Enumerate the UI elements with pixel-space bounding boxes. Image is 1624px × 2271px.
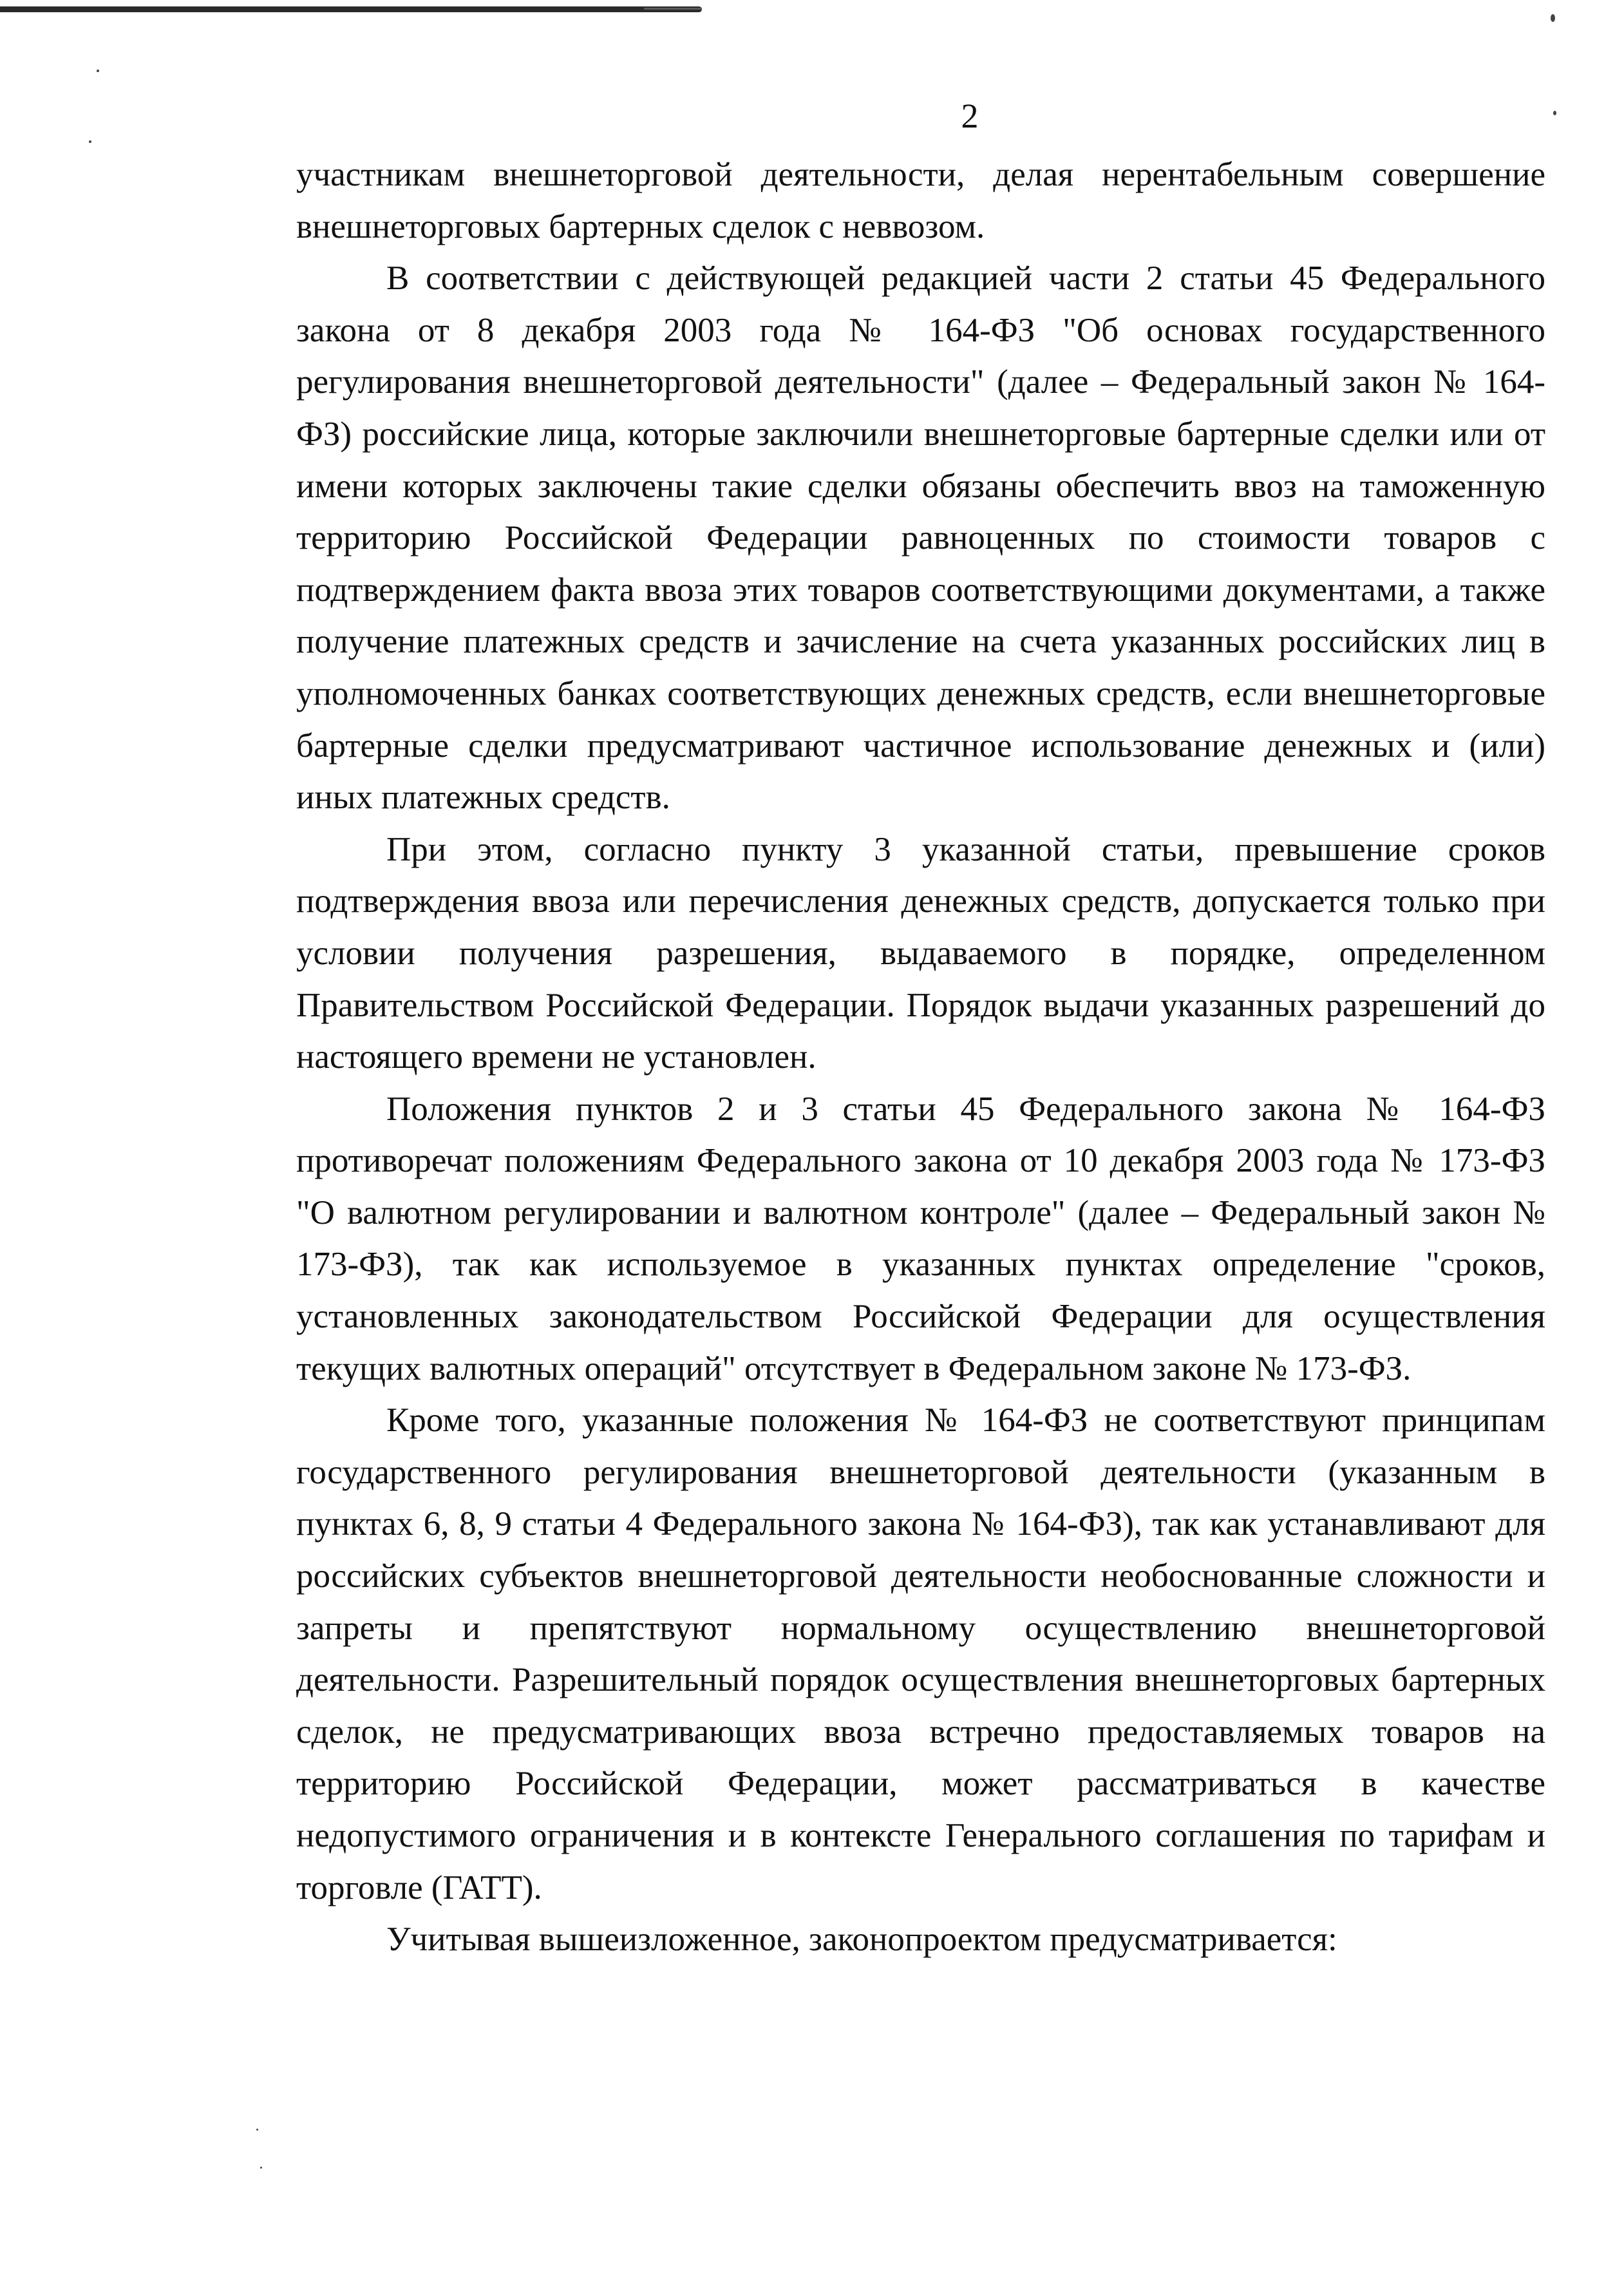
paragraph-conclusion: Учитывая вышеизложенное, законопроектом предусматривается:	[386, 1921, 1337, 1959]
scan-edge-line-tail	[644, 8, 702, 10]
paragraph-barter-obligations: В соответствии с действующей редакцией части 2 статьи 45 Федерального закона от 8 декабря 2003 года № 164-ФЗ "Об основах государственного регулирования внешнеторговой деятельности" (далее – Федеральный закон № 164-ФЗ) российские лица, которые заключили внешнеторговые бартерные сделки или от имени которых заключены такие сделки обязаны обеспечить ввоз на таможенную территорию Российской Федерации равноценных по стоимости товаров с подтверждением факта ввоза этих товаров соответствующими документами, а также получение платежных средств и зачисление на счета указанных российских лиц в уполномоченных банках соответствующих денежных средств, если внешнеторговые бартерные сделки предусматривают частичное использование денежных и (или) иных платежных средств.	[296, 260, 1545, 817]
paragraph-permit-procedure: При этом, согласно пункту 3 указанной статьи, превышение сроков подтверждения ввоза или перечисления денежных средств, допускается только при условии получения разрешения, выдаваемого в порядке, определенном Правительством Российской Федерации. Порядок выдачи указанных разрешений до настоящего времени не установлен.	[296, 830, 1545, 1076]
page-number-text: 2	[961, 97, 979, 135]
scan-edge-line	[0, 6, 702, 12]
paragraph-continuation: участникам внешнеторговой деятельности, делая нерентабельным совершение внешнеторговых бартерных сделок с неввозом.	[296, 156, 1545, 245]
document-body	[296, 149, 1545, 1966]
page-number	[0, 97, 1624, 135]
scan-speck	[89, 140, 91, 143]
scan-speck	[1551, 14, 1555, 22]
scan-speck	[256, 2129, 258, 2131]
paragraph-principles-violation: Кроме того, указанные положения № 164-ФЗ не соответствуют принципам государственного регулирования внешнеторговой деятельности (указанным в пунктах 6, 8, 9 статьи 4 Федерального закона № 164-ФЗ), так как устанавливают для российских субъектов внешнеторговой деятельности необоснованные сложности и запреты и препятствуют нормальному осуществлению внешнеторговой деятельности. Разрешительный порядок осуществления внешнеторговых бартерных сделок, не предусматривающих ввоза встречно предоставляемых товаров на территорию Российской Федерации, может рассматриваться в качестве недопустимого ограничения и в контексте Генерального соглашения по тарифам и торговле (ГАТТ).	[296, 1402, 1545, 1906]
scan-speck	[260, 2167, 262, 2169]
paragraph-law-contradiction: Положения пунктов 2 и 3 статьи 45 Федерального закона № 164-ФЗ противоречат положениям Федерального закона от 10 декабря 2003 года № 173-ФЗ "О валютном регулировании и валютном контроле" (далее – Федеральный закон № 173-ФЗ), так как используемое в указанных пунктах определение "сроков, установленных законодательством Российской Федерации для осуществления текущих валютных операций" отсутствует в Федеральном законе № 173-ФЗ.	[296, 1090, 1545, 1387]
scan-speck	[97, 70, 99, 72]
